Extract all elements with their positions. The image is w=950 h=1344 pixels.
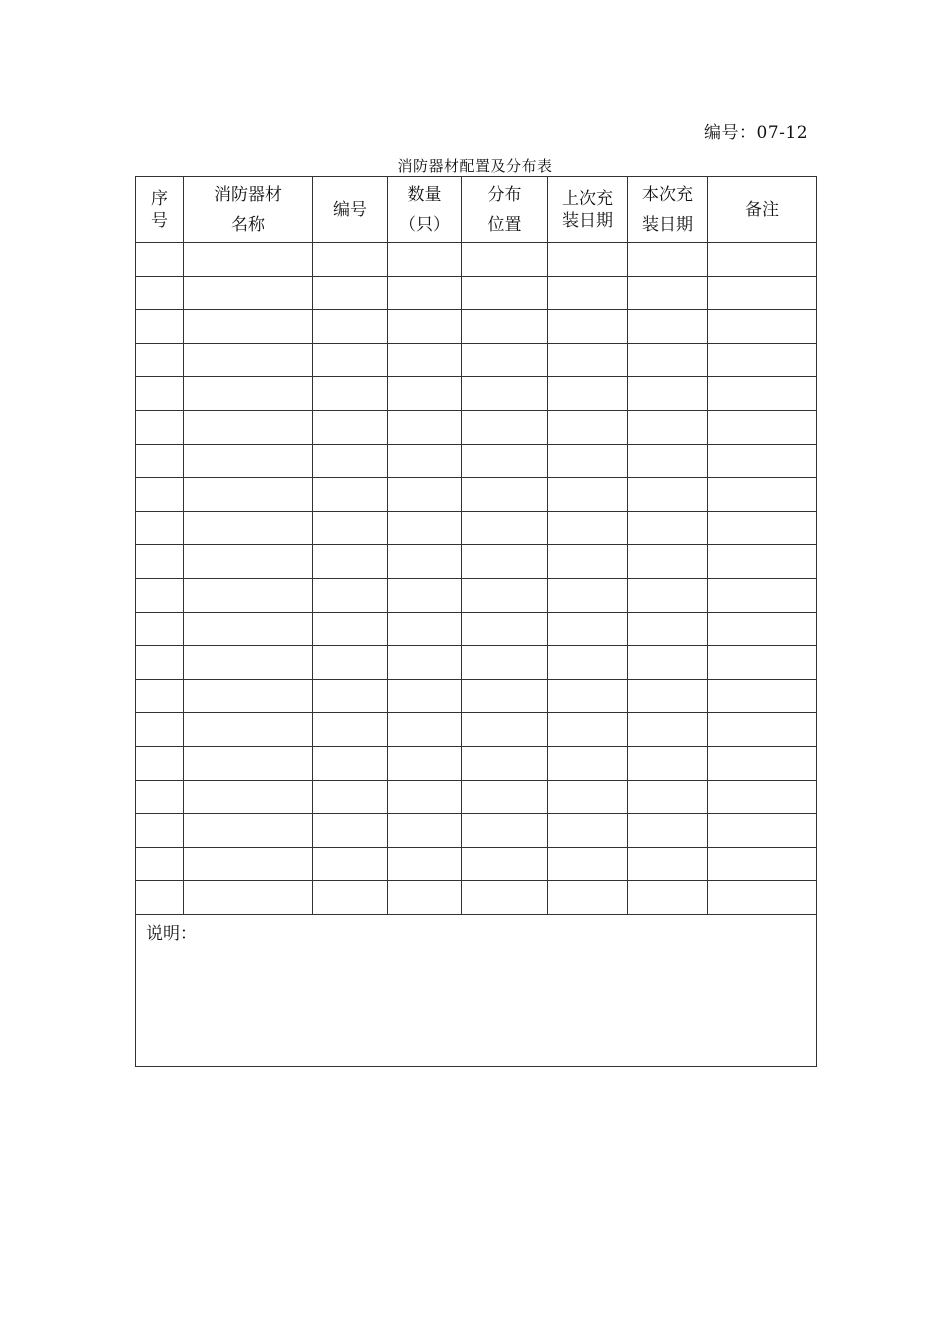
cell-location[interactable]	[462, 881, 548, 915]
cell-code[interactable]	[313, 444, 388, 478]
cell-location[interactable]	[462, 410, 548, 444]
cell-name[interactable]	[184, 679, 313, 713]
cell-code[interactable]	[313, 646, 388, 680]
cell-seq[interactable]	[136, 646, 184, 680]
cell-last_fill[interactable]	[548, 545, 628, 579]
cell-last_fill[interactable]	[548, 578, 628, 612]
cell-seq[interactable]	[136, 343, 184, 377]
table-row	[136, 847, 817, 881]
cell-last_fill[interactable]	[548, 780, 628, 814]
cell-last_fill[interactable]	[548, 377, 628, 411]
cell-remark[interactable]	[708, 478, 817, 512]
cell-last_fill[interactable]	[548, 310, 628, 344]
cell-this_fill[interactable]	[628, 679, 708, 713]
cell-remark[interactable]	[708, 343, 817, 377]
cell-name[interactable]	[184, 746, 313, 780]
cell-remark[interactable]	[708, 377, 817, 411]
cell-qty[interactable]	[388, 343, 462, 377]
cell-this_fill[interactable]	[628, 814, 708, 848]
cell-location[interactable]	[462, 276, 548, 310]
cell-name[interactable]	[184, 881, 313, 915]
cell-qty[interactable]	[388, 310, 462, 344]
cell-code[interactable]	[313, 713, 388, 747]
cell-location[interactable]	[462, 377, 548, 411]
cell-seq[interactable]	[136, 847, 184, 881]
cell-last_fill[interactable]	[548, 646, 628, 680]
cell-location[interactable]	[462, 343, 548, 377]
table-row	[136, 646, 817, 680]
cell-qty[interactable]	[388, 478, 462, 512]
cell-location[interactable]	[462, 243, 548, 277]
cell-last_fill[interactable]	[548, 847, 628, 881]
cell-this_fill[interactable]	[628, 410, 708, 444]
table-row	[136, 444, 817, 478]
cell-name[interactable]	[184, 343, 313, 377]
cell-this_fill[interactable]	[628, 780, 708, 814]
header-location: 分布 位置	[462, 177, 548, 243]
cell-location[interactable]	[462, 746, 548, 780]
header-name: 消防器材 名称	[184, 177, 313, 243]
cell-remark[interactable]	[708, 814, 817, 848]
table-row	[136, 746, 817, 780]
cell-code[interactable]	[313, 276, 388, 310]
cell-last_fill[interactable]	[548, 478, 628, 512]
header-remark: 备注	[708, 177, 817, 243]
cell-qty[interactable]	[388, 377, 462, 411]
cell-location[interactable]	[462, 713, 548, 747]
table-row	[136, 511, 817, 545]
table-row	[136, 243, 817, 277]
cell-code[interactable]	[313, 679, 388, 713]
cell-seq[interactable]	[136, 310, 184, 344]
table-row	[136, 713, 817, 747]
cell-remark[interactable]	[708, 881, 817, 915]
cell-code[interactable]	[313, 545, 388, 579]
table-row	[136, 612, 817, 646]
cell-qty[interactable]	[388, 444, 462, 478]
table-row	[136, 578, 817, 612]
cell-code[interactable]	[313, 478, 388, 512]
cell-location[interactable]	[462, 545, 548, 579]
cell-last_fill[interactable]	[548, 713, 628, 747]
cell-this_fill[interactable]	[628, 612, 708, 646]
cell-remark[interactable]	[708, 780, 817, 814]
cell-seq[interactable]	[136, 612, 184, 646]
cell-last_fill[interactable]	[548, 814, 628, 848]
note-row	[136, 914, 817, 1066]
cell-location[interactable]	[462, 612, 548, 646]
cell-qty[interactable]	[388, 612, 462, 646]
cell-this_fill[interactable]	[628, 276, 708, 310]
cell-code[interactable]	[313, 847, 388, 881]
cell-qty[interactable]	[388, 881, 462, 915]
cell-qty[interactable]	[388, 713, 462, 747]
header-row	[136, 177, 817, 243]
cell-qty[interactable]	[388, 410, 462, 444]
header-last-fill-date: 上次充 装日期	[548, 177, 628, 243]
form-title: 消防器材配置及分布表	[397, 157, 553, 175]
cell-this_fill[interactable]	[628, 478, 708, 512]
table-row	[136, 780, 817, 814]
cell-code[interactable]	[313, 243, 388, 277]
cell-name[interactable]	[184, 780, 313, 814]
header-code: 编号	[313, 177, 388, 243]
cell-last_fill[interactable]	[548, 343, 628, 377]
cell-qty[interactable]	[388, 243, 462, 277]
cell-name[interactable]	[184, 814, 313, 848]
table-row	[136, 310, 817, 344]
cell-seq[interactable]	[136, 478, 184, 512]
table-row	[136, 377, 817, 411]
cell-name[interactable]	[184, 276, 313, 310]
cell-last_fill[interactable]	[548, 746, 628, 780]
cell-seq[interactable]	[136, 746, 184, 780]
cell-location[interactable]	[462, 847, 548, 881]
note-label: 说明：	[146, 923, 197, 944]
cell-this_fill[interactable]	[628, 578, 708, 612]
cell-this_fill[interactable]	[628, 847, 708, 881]
cell-location[interactable]	[462, 511, 548, 545]
cell-seq[interactable]	[136, 578, 184, 612]
table-row	[136, 410, 817, 444]
cell-code[interactable]	[313, 578, 388, 612]
cell-seq[interactable]	[136, 713, 184, 747]
cell-seq[interactable]	[136, 511, 184, 545]
cell-remark[interactable]	[708, 746, 817, 780]
cell-remark[interactable]	[708, 713, 817, 747]
cell-name[interactable]	[184, 646, 313, 680]
equipment-table	[135, 176, 817, 1067]
cell-code[interactable]	[313, 377, 388, 411]
cell-this_fill[interactable]	[628, 243, 708, 277]
cell-seq[interactable]	[136, 243, 184, 277]
cell-qty[interactable]	[388, 746, 462, 780]
table-row	[136, 814, 817, 848]
cell-qty[interactable]	[388, 511, 462, 545]
cell-code[interactable]	[313, 746, 388, 780]
cell-seq[interactable]	[136, 276, 184, 310]
header-this-fill-date: 本次充 装日期	[628, 177, 708, 243]
document-number: 编号：07-12	[704, 123, 809, 143]
cell-name[interactable]	[184, 847, 313, 881]
cell-this_fill[interactable]	[628, 444, 708, 478]
cell-this_fill[interactable]	[628, 310, 708, 344]
cell-location[interactable]	[462, 646, 548, 680]
cell-remark[interactable]	[708, 679, 817, 713]
cell-name[interactable]	[184, 444, 313, 478]
cell-remark[interactable]	[708, 612, 817, 646]
cell-remark[interactable]	[708, 243, 817, 277]
cell-remark[interactable]	[708, 578, 817, 612]
note-cell[interactable]	[136, 914, 817, 1066]
cell-location[interactable]	[462, 578, 548, 612]
cell-this_fill[interactable]	[628, 746, 708, 780]
cell-last_fill[interactable]	[548, 243, 628, 277]
cell-code[interactable]	[313, 410, 388, 444]
header-quantity: 数量 （只）	[388, 177, 462, 243]
cell-last_fill[interactable]	[548, 410, 628, 444]
cell-code[interactable]	[313, 814, 388, 848]
cell-name[interactable]	[184, 410, 313, 444]
table-row	[136, 276, 817, 310]
cell-this_fill[interactable]	[628, 713, 708, 747]
cell-last_fill[interactable]	[548, 444, 628, 478]
cell-remark[interactable]	[708, 511, 817, 545]
cell-seq[interactable]	[136, 545, 184, 579]
cell-name[interactable]	[184, 578, 313, 612]
header-seq: 序 号	[136, 177, 184, 243]
cell-name[interactable]	[184, 545, 313, 579]
table-row	[136, 545, 817, 579]
cell-seq[interactable]	[136, 377, 184, 411]
cell-name[interactable]	[184, 377, 313, 411]
cell-name[interactable]	[184, 310, 313, 344]
table-body	[136, 243, 817, 915]
cell-seq[interactable]	[136, 444, 184, 478]
cell-remark[interactable]	[708, 847, 817, 881]
cell-location[interactable]	[462, 310, 548, 344]
table-row	[136, 679, 817, 713]
cell-seq[interactable]	[136, 814, 184, 848]
cell-last_fill[interactable]	[548, 679, 628, 713]
cell-name[interactable]	[184, 243, 313, 277]
cell-code[interactable]	[313, 780, 388, 814]
cell-name[interactable]	[184, 713, 313, 747]
cell-name[interactable]	[184, 478, 313, 512]
cell-location[interactable]	[462, 444, 548, 478]
table-row	[136, 478, 817, 512]
cell-qty[interactable]	[388, 578, 462, 612]
cell-location[interactable]	[462, 814, 548, 848]
cell-remark[interactable]	[708, 410, 817, 444]
cell-name[interactable]	[184, 612, 313, 646]
table-row	[136, 881, 817, 915]
cell-qty[interactable]	[388, 545, 462, 579]
cell-qty[interactable]	[388, 814, 462, 848]
cell-this_fill[interactable]	[628, 377, 708, 411]
cell-last_fill[interactable]	[548, 276, 628, 310]
cell-name[interactable]	[184, 511, 313, 545]
cell-last_fill[interactable]	[548, 881, 628, 915]
cell-qty[interactable]	[388, 646, 462, 680]
cell-qty[interactable]	[388, 276, 462, 310]
cell-last_fill[interactable]	[548, 612, 628, 646]
cell-code[interactable]	[313, 310, 388, 344]
cell-remark[interactable]	[708, 646, 817, 680]
cell-remark[interactable]	[708, 276, 817, 310]
cell-code[interactable]	[313, 511, 388, 545]
cell-code[interactable]	[313, 881, 388, 915]
cell-qty[interactable]	[388, 780, 462, 814]
cell-this_fill[interactable]	[628, 545, 708, 579]
cell-location[interactable]	[462, 679, 548, 713]
cell-remark[interactable]	[708, 444, 817, 478]
cell-code[interactable]	[313, 612, 388, 646]
cell-location[interactable]	[462, 478, 548, 512]
cell-this_fill[interactable]	[628, 646, 708, 680]
cell-seq[interactable]	[136, 780, 184, 814]
cell-this_fill[interactable]	[628, 343, 708, 377]
cell-this_fill[interactable]	[628, 511, 708, 545]
cell-this_fill[interactable]	[628, 881, 708, 915]
cell-location[interactable]	[462, 780, 548, 814]
cell-remark[interactable]	[708, 310, 817, 344]
cell-last_fill[interactable]	[548, 511, 628, 545]
cell-qty[interactable]	[388, 847, 462, 881]
cell-remark[interactable]	[708, 545, 817, 579]
cell-seq[interactable]	[136, 881, 184, 915]
cell-qty[interactable]	[388, 679, 462, 713]
cell-seq[interactable]	[136, 410, 184, 444]
table-row	[136, 343, 817, 377]
cell-seq[interactable]	[136, 679, 184, 713]
cell-code[interactable]	[313, 343, 388, 377]
